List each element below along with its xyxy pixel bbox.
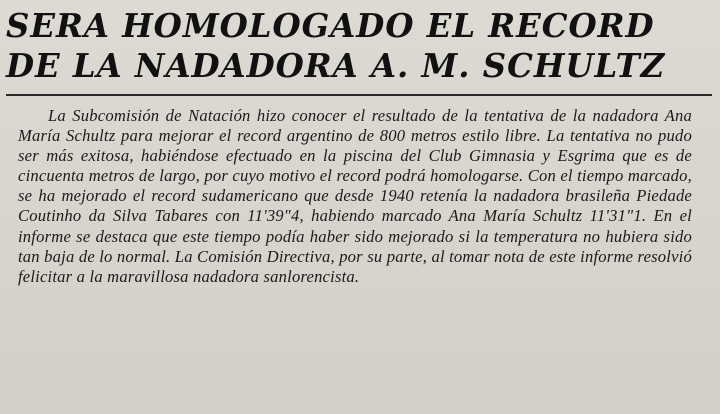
headline-line-1: SERA HOMOLOGADO EL RECORD [6, 6, 655, 45]
headline-divider [6, 94, 712, 96]
headline [6, 6, 712, 86]
headline-line-2: DE LA NADADORA A. M. SCHULTZ [6, 46, 666, 85]
article-body: La Subcomisión de Natación hizo conocer el resultado de la tentativa de la nadadora Ana María Schultz para mejorar el record argentino de 800 metros estilo libre. La tentativa no pudo ser más exitosa, habiéndose efectuado en la piscina del Club Gimnasia y Esgrima que es de cincuenta metros de largo, por cuyo motivo el record podrá homologarse. Con el tiempo marcado, se ha mejorado el record sudamericano que desde 1940 retenía la nadadora brasileña Piedade Coutinho da Silva Tabares con 11'39"4, habiendo marcado Ana María Schultz 11'31"1. En el informe se destaca que este tiempo podía haber sido mejorado si la temperatura no hubiera sido tan baja de lo normal. La Comisión Directiva, por su parte, al tomar nota de este informe resolvió felicitar a la maravillosa nadadora sanlorencista. [18, 106, 692, 286]
